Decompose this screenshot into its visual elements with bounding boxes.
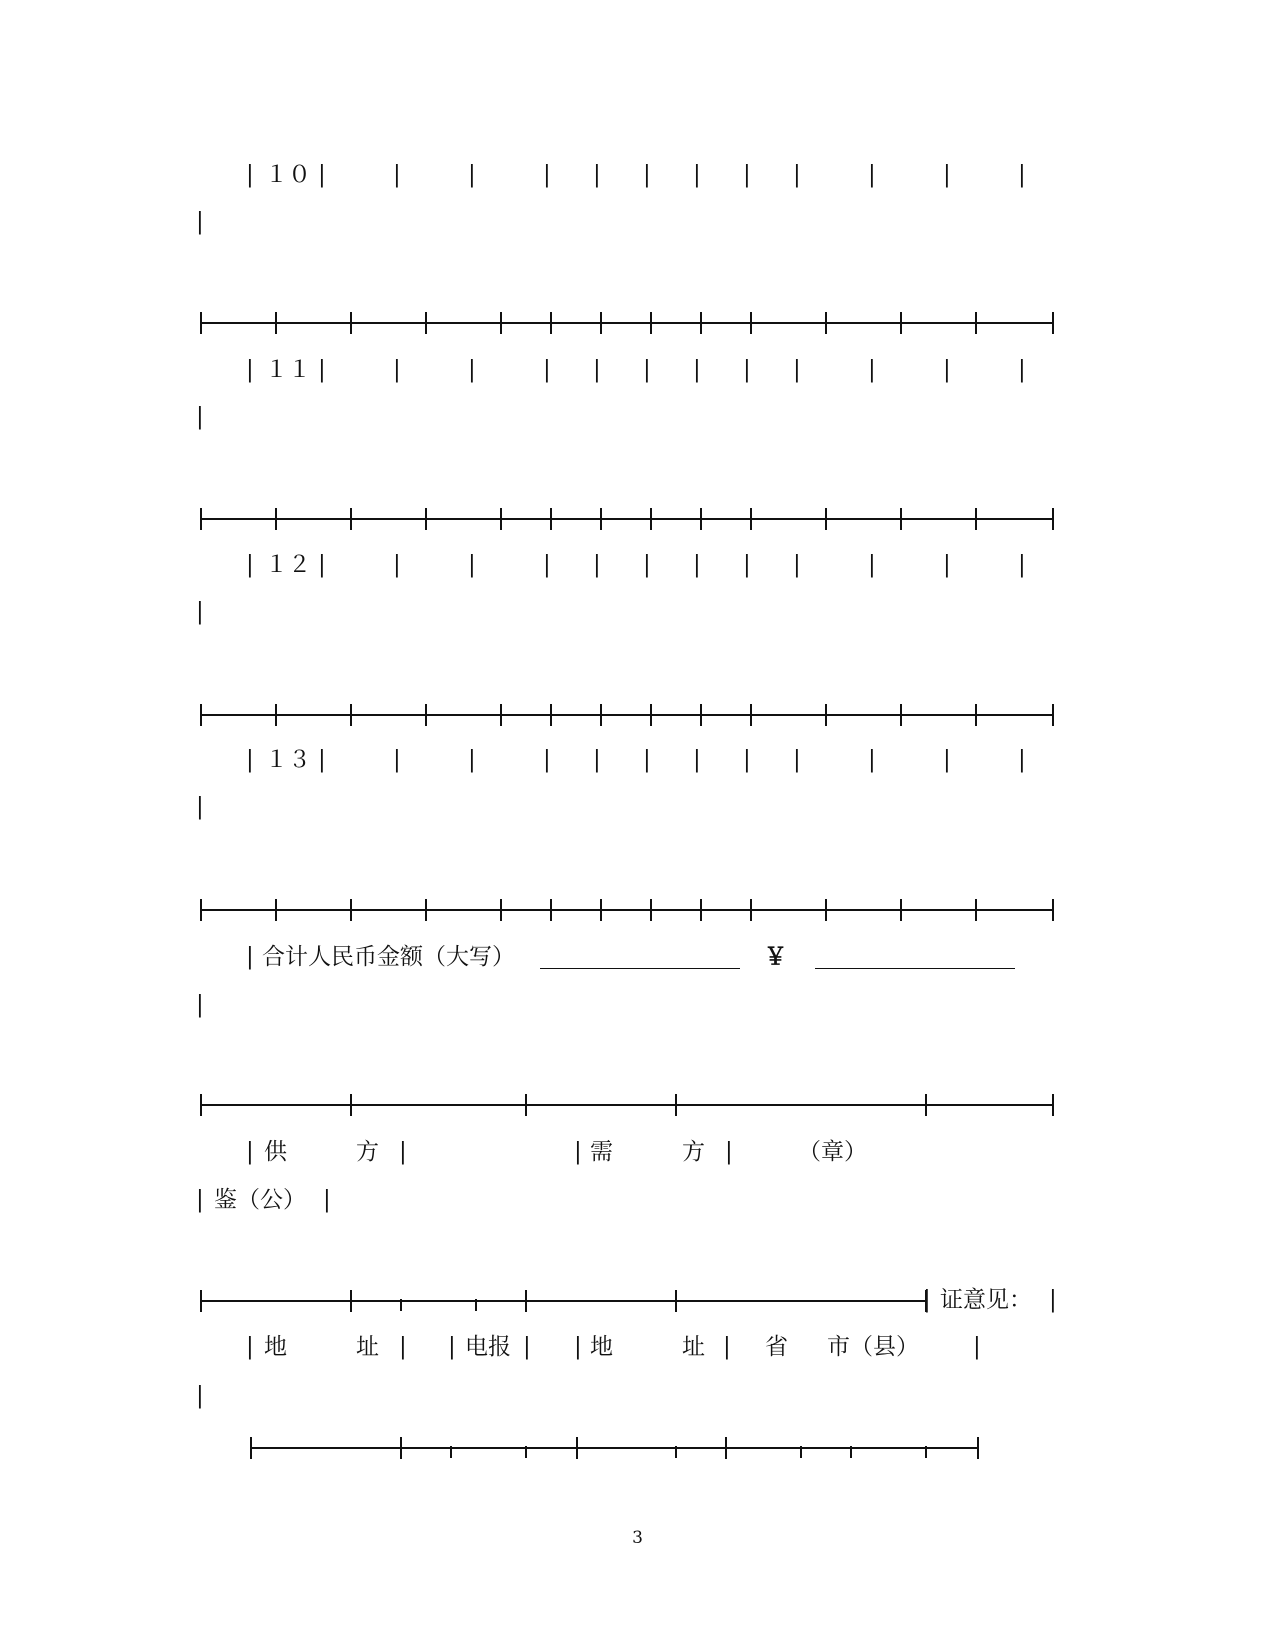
rule-tick (600, 312, 602, 334)
cell-border: | (793, 747, 801, 773)
cell-border: | (246, 357, 254, 383)
rule-tick (275, 312, 277, 334)
cell-border: | (393, 552, 401, 578)
rule-tick (500, 899, 502, 921)
buyer-address-label: 地 址 (590, 1334, 705, 1360)
rule-tick (500, 508, 502, 530)
cell-border: | (246, 162, 254, 188)
rule-tick (200, 312, 202, 334)
rule-tick (675, 1094, 677, 1116)
cell-border: | (196, 209, 204, 235)
rule-tick (600, 899, 602, 921)
cell-border: | (973, 1334, 981, 1360)
cell-border: | (399, 1334, 407, 1360)
rule-tick (650, 704, 652, 726)
cell-border: | (246, 1334, 254, 1360)
cell-border: | (793, 162, 801, 188)
row-number: １１ (265, 357, 311, 383)
cell-border: | (943, 162, 951, 188)
cell-border: | (196, 404, 204, 430)
notary-opinion-label-continued: 证意见： (940, 1287, 1032, 1313)
rule-tick (350, 1290, 352, 1312)
rule-tick (800, 1446, 802, 1458)
cell-border: | (743, 747, 751, 773)
cell-border: | (246, 1139, 254, 1165)
row-number: １３ (265, 747, 311, 773)
rule-tick (725, 1437, 727, 1459)
cell-border: | (1018, 552, 1026, 578)
cell-border: | (574, 1334, 582, 1360)
rule-tick (350, 899, 352, 921)
rule-tick (200, 508, 202, 530)
rule-tick (650, 508, 652, 530)
rule-tick (350, 312, 352, 334)
page-number: 3 (632, 1528, 643, 1548)
rule-tick (650, 899, 652, 921)
rule-tick (825, 899, 827, 921)
rule-line (200, 322, 1054, 324)
cell-border: | (593, 162, 601, 188)
cell-border: | (543, 162, 551, 188)
rule-line (200, 518, 1054, 520)
rule-tick (275, 899, 277, 921)
rule-tick (525, 1290, 527, 1312)
cell-border: | (543, 357, 551, 383)
rule-line (200, 1300, 927, 1302)
rule-line (200, 714, 1054, 716)
rule-tick (925, 1446, 927, 1458)
rule-tick (600, 704, 602, 726)
cell-border: | (543, 747, 551, 773)
cell-border: | (318, 162, 326, 188)
cell-border: | (393, 162, 401, 188)
telegram-label: 电报 (465, 1334, 511, 1360)
rule-tick (975, 899, 977, 921)
rule-tick (975, 312, 977, 334)
cell-border: | (868, 552, 876, 578)
total-amount-label: 合计人民币金额（大写） (262, 944, 515, 970)
cell-border: | (593, 552, 601, 578)
rule-tick (275, 704, 277, 726)
cell-border: | (468, 357, 476, 383)
rule-tick (850, 1446, 852, 1458)
rule-tick (400, 1299, 402, 1311)
cell-border: | (793, 357, 801, 383)
cell-border: | (643, 552, 651, 578)
rule-tick (750, 899, 752, 921)
rule-tick (525, 1446, 527, 1458)
cell-border: | (923, 1287, 931, 1313)
cell-border: | (743, 357, 751, 383)
cell-border: | (723, 1334, 731, 1360)
amount-figures-blank (815, 968, 1015, 969)
cell-border: | (468, 747, 476, 773)
cell-border: | (574, 1139, 582, 1165)
rule-tick (1052, 704, 1054, 726)
supplier-address-label: 地 址 (264, 1334, 379, 1360)
cell-border: | (693, 357, 701, 383)
cell-border: | (468, 162, 476, 188)
cell-border: | (643, 357, 651, 383)
city-county-label: 市（县） (827, 1334, 919, 1360)
rule-tick (550, 704, 552, 726)
cell-border: | (1018, 747, 1026, 773)
rule-tick (475, 1299, 477, 1311)
row-number: １０ (265, 162, 311, 188)
notary-opinion-label: 鉴（公） (214, 1187, 306, 1213)
rule-tick (825, 312, 827, 334)
cell-border: | (196, 992, 204, 1018)
rule-tick (700, 704, 702, 726)
supplier-label: 供 方 (264, 1139, 379, 1165)
rule-tick (750, 704, 752, 726)
rule-tick (1052, 1094, 1054, 1116)
cell-border: | (593, 357, 601, 383)
rule-tick (425, 508, 427, 530)
rule-tick (576, 1437, 578, 1459)
cell-border: | (693, 162, 701, 188)
cell-border: | (1018, 162, 1026, 188)
province-label: 省 (765, 1334, 788, 1360)
buyer-label: 需 方 (590, 1139, 705, 1165)
rule-tick (500, 704, 502, 726)
cell-border: | (393, 747, 401, 773)
rule-tick (1052, 508, 1054, 530)
rule-tick (900, 508, 902, 530)
rule-tick (900, 899, 902, 921)
cell-border: | (593, 747, 601, 773)
cell-border: | (643, 747, 651, 773)
rule-tick (350, 508, 352, 530)
cell-border: | (196, 1383, 204, 1409)
cell-border: | (943, 747, 951, 773)
cell-border: | (868, 162, 876, 188)
cell-border: | (468, 552, 476, 578)
rule-tick (1052, 899, 1054, 921)
cell-border: | (643, 162, 651, 188)
rule-tick (425, 899, 427, 921)
cell-border: | (196, 599, 204, 625)
cell-border: | (318, 552, 326, 578)
rule-tick (425, 704, 427, 726)
cell-border: | (448, 1334, 456, 1360)
rule-tick (700, 899, 702, 921)
row-number: １２ (265, 552, 311, 578)
cell-border: | (393, 357, 401, 383)
cell-border: | (399, 1139, 407, 1165)
seal-label: （章） (798, 1139, 867, 1165)
rule-tick (675, 1446, 677, 1458)
cell-border: | (868, 747, 876, 773)
rule-tick (550, 312, 552, 334)
cell-border: | (868, 357, 876, 383)
rule-tick (350, 1094, 352, 1116)
cell-border: | (543, 552, 551, 578)
cell-border: | (318, 747, 326, 773)
rule-tick (500, 312, 502, 334)
amount-words-blank (540, 968, 740, 969)
rule-tick (425, 312, 427, 334)
cell-border: | (1049, 1287, 1057, 1313)
cell-border: | (693, 552, 701, 578)
rule-tick (200, 704, 202, 726)
rule-tick (350, 704, 352, 726)
rule-tick (825, 704, 827, 726)
cell-border: | (725, 1139, 733, 1165)
rule-tick (275, 508, 277, 530)
rule-tick (975, 508, 977, 530)
rule-tick (200, 1290, 202, 1312)
rule-tick (975, 704, 977, 726)
cell-border: | (196, 1187, 204, 1213)
rule-tick (600, 508, 602, 530)
cell-border: | (318, 357, 326, 383)
cell-border: | (743, 552, 751, 578)
cell-border: | (246, 747, 254, 773)
rule-tick (400, 1437, 402, 1459)
cell-border: | (246, 552, 254, 578)
rule-line (250, 1447, 979, 1449)
rule-tick (750, 312, 752, 334)
rule-tick (200, 899, 202, 921)
cell-border: | (323, 1187, 331, 1213)
rule-tick (250, 1437, 252, 1459)
cell-border: | (523, 1334, 531, 1360)
rule-tick (900, 704, 902, 726)
rule-tick (200, 1094, 202, 1116)
cell-border: | (693, 747, 701, 773)
cell-border: | (943, 357, 951, 383)
rule-tick (550, 899, 552, 921)
cell-border: | (1018, 357, 1026, 383)
rule-tick (550, 508, 552, 530)
cell-border: | (246, 944, 254, 970)
rule-tick (650, 312, 652, 334)
rule-tick (900, 312, 902, 334)
rule-tick (977, 1437, 979, 1459)
rule-tick (700, 312, 702, 334)
rule-tick (450, 1446, 452, 1458)
rule-tick (925, 1094, 927, 1116)
rule-tick (1052, 312, 1054, 334)
rule-tick (700, 508, 702, 530)
rule-tick (675, 1290, 677, 1312)
cell-border: | (196, 794, 204, 820)
cell-border: | (943, 552, 951, 578)
rule-tick (525, 1094, 527, 1116)
rule-tick (825, 508, 827, 530)
rule-tick (750, 508, 752, 530)
cell-border: | (743, 162, 751, 188)
currency-symbol: ￥ (764, 943, 787, 970)
cell-border: | (793, 552, 801, 578)
rule-line (200, 909, 1054, 911)
